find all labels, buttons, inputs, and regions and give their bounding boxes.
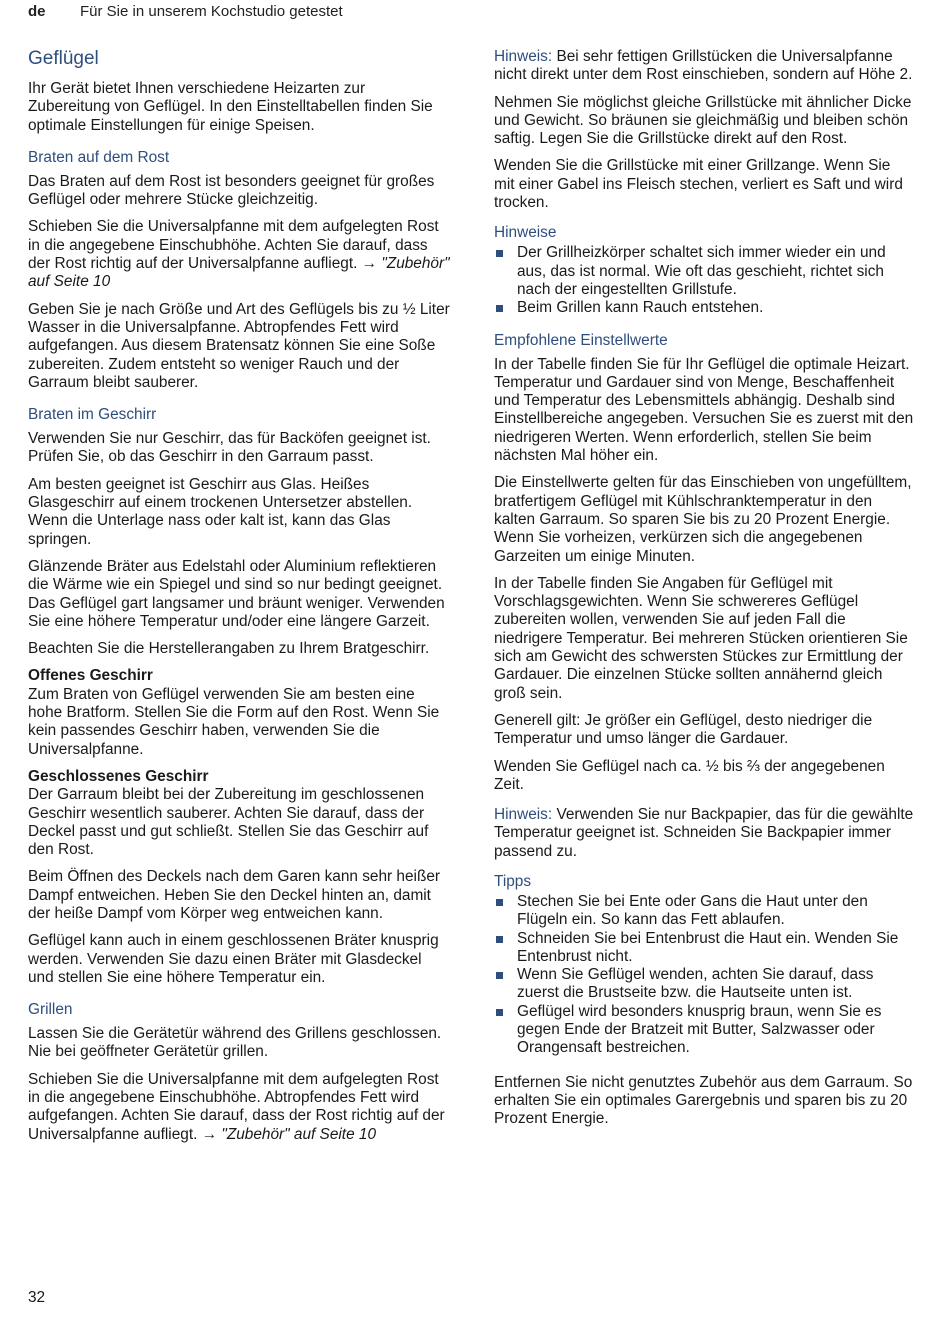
list-item-text: Wenn Sie Geflügel wenden, achten Sie darauf, dass zuerst die Brustseite bzw. die Hautseite unten ist. bbox=[517, 966, 874, 1002]
list-item bbox=[494, 1003, 914, 1058]
list-item bbox=[494, 299, 914, 317]
paragraph: Beim Öffnen des Deckels nach dem Garen kann sehr heißer Dampf entweichen. Heben Sie den Deckel hinten an, damit der heiße Dampf vom Körper weg entweichen kann. bbox=[28, 868, 441, 922]
paragraph: Generell gilt: Je größer ein Geflügel, desto niedriger die Temperatur und umso länger die Gardauer. bbox=[494, 711, 873, 748]
paragraph: Glänzende Bräter aus Edelstahl oder Aluminium reflektieren die Wärme wie ein Spiegel und sind so nur bedingt geeignet. Das Geflügel gart langsamer und bräunt weniger. Verwenden Sie eine höhere Temperatur und/oder eine längere Garzeit. bbox=[28, 557, 445, 630]
geschlossenes-geschirr-heading: Geschlossenes Geschirr bbox=[28, 767, 209, 785]
intro-paragraph: Ihr Gerät bietet Ihnen verschiedene Heizarten zur Zubereitung von Geflügel. In den Einstelltabellen finden Sie optimale Einstellungen für einige Speisen. bbox=[28, 80, 433, 134]
list-item-text: Beim Grillen kann Rauch entstehen. bbox=[517, 299, 764, 317]
header-title: Für Sie in unserem Kochstudio getestet bbox=[80, 2, 343, 20]
paragraph-with-reference bbox=[28, 1071, 450, 1144]
paragraph-text: Schieben Sie die Universalpfanne mit dem aufgelegten Rost in die angegebene Einschubhöhe. Abtropfendes Fett wird aufgefangen. Achten Sie darauf, dass der Rost richtig auf der Universalpfanne aufliegt. bbox=[28, 1070, 445, 1143]
subsection-title-rost: Braten auf dem Rost bbox=[28, 148, 170, 166]
bullet-square-icon bbox=[496, 305, 503, 312]
bullet-square-icon bbox=[496, 972, 503, 979]
paragraph: Wenden Sie die Grillstücke mit einer Grillzange. Wenn Sie mit einer Gabel ins Fleisch stechen, verliert es Saft und wird trocken. bbox=[494, 157, 903, 212]
paragraph: Die Einstellwerte gelten für das Einschieben von ungefülltem, bratfertigem Geflügel mit Kühlschranktemperatur in den kalten Garraum. So sparen Sie bis zu 20 Prozent Energie. Wenn Sie vorheizen, verkürzen sich die angegebenen Garzeiten um einige Minuten. bbox=[494, 474, 912, 565]
paragraph: Wenden Sie Geflügel nach ca. ½ bis ⅔ der angegebenen Zeit. bbox=[494, 757, 885, 793]
offenes-geschirr-heading: Offenes Geschirr bbox=[28, 667, 153, 685]
list-item-text: Stechen Sie bei Ente oder Gans die Haut unter den Flügeln ein. So kann das Fett ablaufen. bbox=[517, 892, 868, 929]
list-item-text: Geflügel wird besonders knusprig braun, wenn Sie es gegen Ende der Bratzeit mit Butter, Salzwasser oder Orangensaft bestreichen. bbox=[517, 1002, 882, 1057]
bullet-square-icon bbox=[496, 936, 503, 943]
bullet-square-icon bbox=[496, 1009, 503, 1016]
paragraph: Geben Sie je nach Größe und Art des Geflügels bis zu ½ Liter Wasser in die Universalpfanne. Abtropfendes Fett wird aufgefangen. Aus diesem Bratensatz können Sie eine Soße zubereiten. Zudem entsteht so weniger Rauch und der Garraum bleibt sauberer. bbox=[28, 300, 450, 391]
subsection-title-hinweise: Hinweise bbox=[494, 224, 557, 242]
subsection-title-tipps: Tipps bbox=[494, 872, 532, 890]
paragraph: Entfernen Sie nicht genutztes Zubehör aus dem Garraum. So erhalten Sie ein optimales Garergebnis und sparen bis zu 20 Prozent Energie. bbox=[494, 1073, 913, 1128]
paragraph: Lassen Sie die Gerätetür während des Grillens geschlossen. Nie bei geöffneter Gerätetür grillen. bbox=[28, 1025, 442, 1061]
page-number: 32 bbox=[28, 1289, 46, 1306]
subsection-title-grillen: Grillen bbox=[28, 1001, 73, 1019]
paragraph: Zum Braten von Geflügel verwenden Sie am besten eine hohe Bratform. Stellen Sie die Form auf den Rost. Wenn Sie kein passendes Geschirr haben, verwenden Sie die Universalpfanne. bbox=[28, 685, 440, 758]
list-item-text: Schneiden Sie bei Entenbrust die Haut ein. Wenden Sie Entenbrust nicht. bbox=[517, 929, 899, 965]
bullet-square-icon bbox=[496, 899, 503, 906]
note-label: Hinweis: bbox=[494, 806, 553, 824]
paragraph: In der Tabelle finden Sie Angaben für Geflügel mit Vorschlagsgewichten. Wenn Sie schwereres Geflügel zubereiten wollen, verwenden Sie auf jeden Fall die niedrigere Temperatur. Bei mehreren Stücken orientieren Sie sich am Gewicht des schwersten Stückes zur Ermittlung der Gardauer. Die einzelnen Stücke sollten annähernd gleich groß sein. bbox=[494, 574, 908, 702]
section-title: Geflügel bbox=[28, 48, 99, 69]
paragraph: Geflügel kann auch in einem geschlossenen Bräter knusprig werden. Verwenden Sie dazu einen Bräter mit Glasdeckel und stellen Sie eine höhere Temperatur ein. bbox=[28, 932, 439, 986]
bullet-square-icon bbox=[496, 250, 503, 257]
subsection-title-empfohlen: Empfohlene Einstellwerte bbox=[494, 331, 668, 349]
paragraph: Das Braten auf dem Rost ist besonders geeignet für großes Geflügel oder mehrere Stücke gleichzeitig. bbox=[28, 172, 435, 209]
list-item bbox=[494, 244, 914, 299]
list-item bbox=[494, 893, 914, 930]
paragraph: In der Tabelle finden Sie für Ihr Geflügel die optimale Heizart. Temperatur und Gardauer sind von Menge, Beschaffenheit und Temperatur des Lebensmittels abhängig. Deshalb sind Einstellbereiche angegeben. Versuchen Sie es zuerst mit den niedrigeren Werten. Wenn erforderlich, stellen Sie beim nächsten Mal höher ein. bbox=[494, 355, 914, 465]
page-reference-link[interactable]: "Zubehör" auf Seite 10 bbox=[28, 255, 450, 291]
note-text: Verwenden Sie nur Backpapier, das für die gewählte Temperatur geeignet ist. Schneiden Sie Backpapier immer passend zu. bbox=[494, 806, 914, 860]
list-item bbox=[494, 930, 914, 967]
paragraph: Nehmen Sie möglichst gleiche Grillstücke mit ähnlicher Dicke und Gewicht. So bräunen sie gleichmäßig und bleiben schön saftig. Legen Sie die Grillstücke direkt auf den Rost. bbox=[494, 93, 912, 148]
note-paragraph bbox=[494, 806, 914, 861]
note-text: Bei sehr fettigen Grillstücken die Universalpfanne nicht direkt unter dem Rost einschieben, sondern auf Höhe 2. bbox=[494, 48, 913, 84]
arrow-icon: → bbox=[201, 1125, 218, 1143]
paragraph: Der Garraum bleibt bei der Zubereitung im geschlossenen Geschirr wesentlich sauberer. Achten Sie darauf, dass der Deckel passt und gut schließt. Stellen Sie das Geschirr auf den Rost. bbox=[28, 786, 429, 859]
page-reference-link[interactable]: "Zubehör" auf Seite 10 bbox=[221, 1125, 377, 1143]
list-item bbox=[494, 966, 914, 1003]
paragraph: Beachten Sie die Herstellerangaben zu Ihrem Bratgeschirr. bbox=[28, 640, 430, 658]
list-item-text: Der Grillheizkörper schaltet sich immer wieder ein und aus, das ist normal. Wie oft das geschieht, richtet sich nach der eingestellten Grillstufe. bbox=[517, 244, 886, 298]
hinweise-list bbox=[494, 244, 914, 317]
tipps-list bbox=[494, 893, 914, 1058]
subsection-title-geschirr: Braten im Geschirr bbox=[28, 406, 157, 424]
page-header bbox=[28, 0, 928, 22]
arrow-icon: → bbox=[361, 255, 378, 273]
right-column bbox=[494, 48, 914, 1138]
paragraph: Verwenden Sie nur Geschirr, das für Backöfen geeignet ist. Prüfen Sie, ob das Geschirr in den Garraum passt. bbox=[28, 430, 431, 466]
paragraph: Am besten geeignet ist Geschirr aus Glas. Heißes Glasgeschirr auf einem trockenen Untersetzer abstellen. Wenn die Unterlage nass oder kalt ist, kann das Glas springen. bbox=[28, 475, 413, 548]
note-label: Hinweis: bbox=[494, 48, 553, 65]
left-column bbox=[28, 48, 450, 1153]
paragraph-with-reference bbox=[28, 218, 450, 291]
paragraph-text: Schieben Sie die Universalpfanne mit dem aufgelegten Rost in die angegebene Einschubhöhe. Achten Sie darauf, dass der Rost richtig auf der Universalpfanne aufliegt. bbox=[28, 218, 439, 273]
language-code: de bbox=[28, 2, 46, 20]
note-paragraph bbox=[494, 48, 914, 85]
